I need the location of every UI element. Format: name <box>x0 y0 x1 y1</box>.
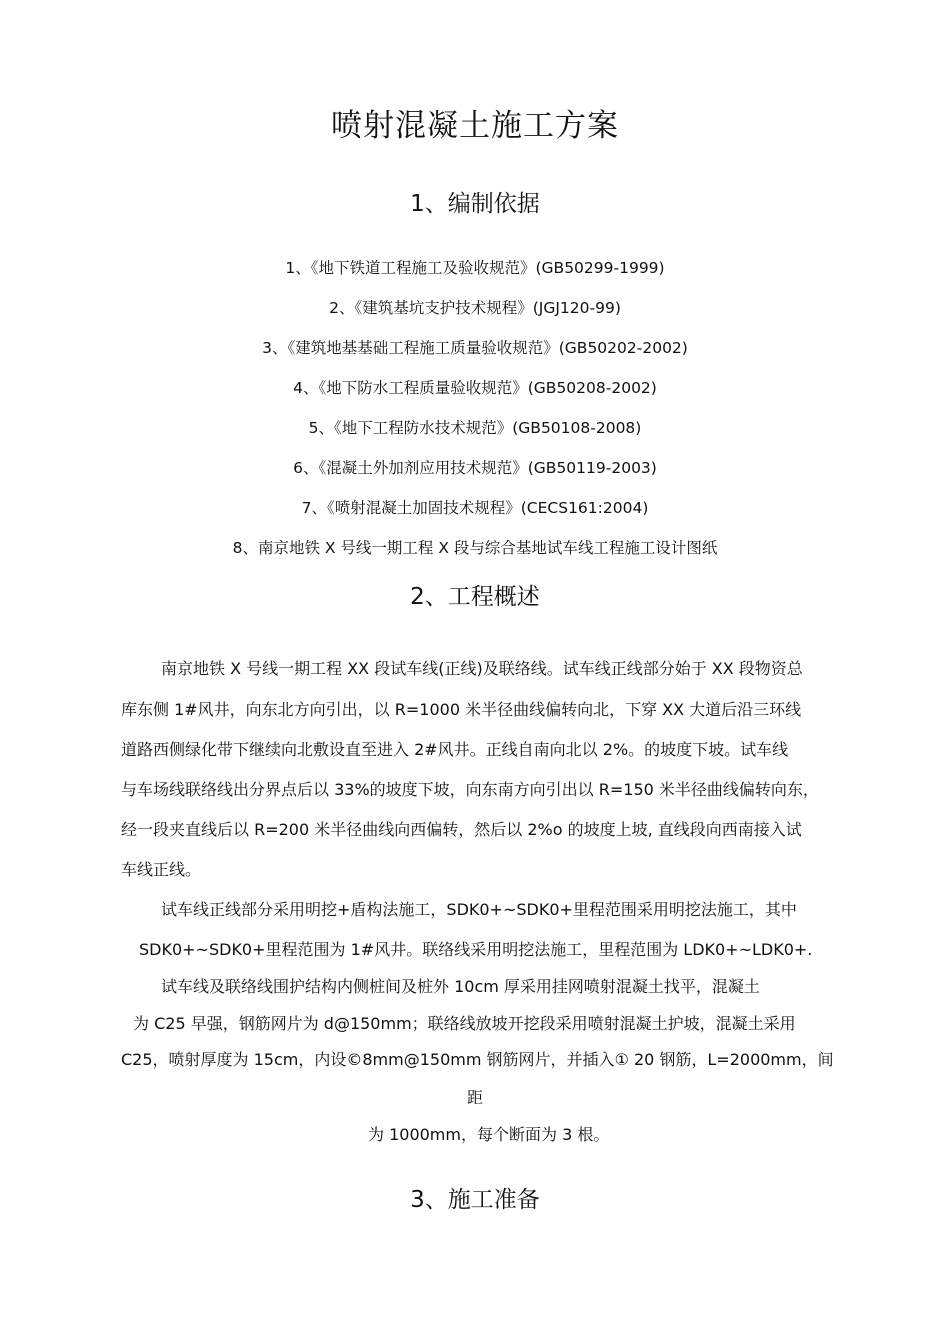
paragraph-line: 为 C25 早强，钢筋网片为 d@150mm；联络线放坡开挖段采用喷射混凝土护坡，混凝土采用 <box>133 1014 796 1033</box>
reference-item: 2、《建筑基坑支护技术规程》(JGJ120-99) <box>329 299 621 317</box>
paragraph-line: 试车线及联络线围护结构内侧桩间及桩外 10cm 厚采用挂网喷射混凝土找平，混凝土 <box>161 977 760 996</box>
reference-item: 7、《喷射混凝土加固技术规程》(CECS161:2004) <box>301 499 649 517</box>
section-heading-overview: 2、工程概述 <box>410 584 540 610</box>
reference-item: 1、《地下铁道工程施工及验收规范》(GB50299-1999) <box>285 259 665 277</box>
reference-item: 5、《地下工程防水技术规范》(GB50108-2008) <box>308 419 642 437</box>
paragraph-line: 南京地铁 X 号线一期工程 XX 段试车线(正线)及联络线。试车线正线部分始于 XX 段物资总 <box>161 659 803 678</box>
paragraph-line: 道路西侧绿化带下继续向北敷设直至进入 2#风井。正线自南向北以 2%。的坡度下坡。试车线 <box>121 740 789 759</box>
paragraph-line: 为 1000mm，每个断面为 3 根。 <box>368 1125 610 1144</box>
reference-item: 6、《混凝土外加剂应用技术规范》(GB50119-2003) <box>293 459 657 477</box>
paragraph-line: 与车场线联络线出分界点后以 33%的坡度下坡，向东南方向引出以 R=150 米半径曲线偏转向东， <box>121 780 819 799</box>
paragraph-line: 经一段夹直线后以 R=200 米半径曲线向西偏转，然后以 2%o 的坡度上坡, 直线段向西南接入试 <box>121 820 802 839</box>
paragraph-line: C25，喷射厚度为 15cm，内设©8mm@150mm 钢筋网片，并插入① 20 钢筋，L=2000mm，间 <box>121 1050 834 1069</box>
reference-item: 8、南京地铁 X 号线一期工程 X 段与综合基地试车线工程施工设计图纸 <box>232 539 718 557</box>
paragraph-line: SDK0+~SDK0+里程范围为 1#风井。联络线采用明挖法施工，里程范围为 LDK0+~LDK0+. <box>139 940 813 959</box>
section-heading-basis: 1、编制依据 <box>410 191 540 217</box>
page-title: 喷射混凝土施工方案 <box>331 108 619 144</box>
paragraph-line: 距 <box>466 1088 483 1107</box>
section-heading-preparation: 3、施工准备 <box>410 1187 540 1213</box>
paragraph-line: 车线正线。 <box>121 860 202 879</box>
reference-item: 3、《建筑地基基础工程施工质量验收规范》(GB50202-2002) <box>262 339 688 357</box>
paragraph-line: 试车线正线部分采用明挖+盾构法施工，SDK0+~SDK0+里程范围采用明挖法施工，其中 <box>161 900 797 919</box>
paragraph-line: 库东侧 1#风井，向东北方向引出，以 R=1000 米半径曲线偏转向北，下穿 XX 大道后沿三环线 <box>121 700 802 719</box>
reference-item: 4、《地下防水工程质量验收规范》(GB50208-2002) <box>293 379 657 397</box>
